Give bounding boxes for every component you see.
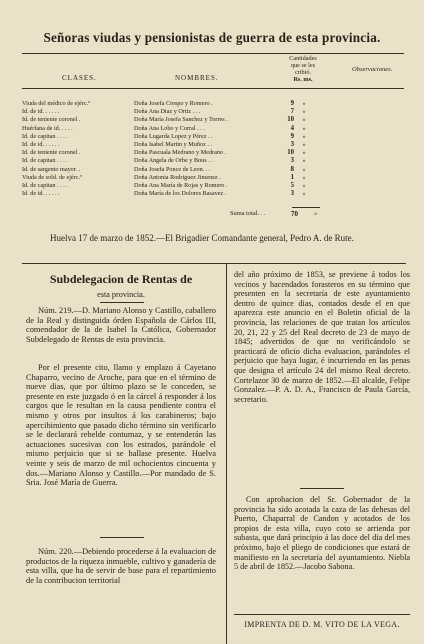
row-ms: »	[302, 132, 306, 140]
row-ms: »	[302, 116, 306, 124]
row-nombre: Doña Isabel Martin y Muñoz . .	[134, 141, 213, 149]
row-nombre: Doña María Josefa Sanchez y Torres .	[134, 116, 228, 124]
row-ms: »	[302, 124, 306, 132]
notice-220: Núm. 220.—Debiendo procederse á la evaluacion de productos de la riqueza inmueble, cultivo y ganadería de esta villa, que ha de servir de base para el repartimiento de la contribucion territorial	[26, 547, 216, 585]
row-nombre: Doña Antonia Rodriguez Jimenez .	[134, 173, 221, 181]
row-rs: 3	[290, 190, 294, 198]
cantidades-header-line1: Cantidades	[289, 55, 317, 62]
sum-rule	[292, 207, 320, 208]
table-row	[22, 149, 314, 157]
table-row	[22, 174, 314, 182]
cantidades-header	[268, 55, 338, 83]
cantidades-header-line4: Rs. ms.	[293, 76, 313, 83]
row-nombre: Doña Ana Lobo y Corral . . .	[134, 124, 205, 132]
table-row	[22, 116, 314, 124]
row-rs: 10	[287, 149, 294, 157]
section-divider	[22, 263, 406, 264]
header-rule-bottom	[22, 88, 404, 89]
row-nombre: Doña Angela de Orbe y Bous . .	[134, 157, 213, 165]
row-clase: Viuda de sold. de ejérc.º	[22, 173, 82, 181]
row-nombre: Doña María de los Dolores Basavez .	[134, 190, 227, 198]
row-clase: Id. de sargento mayor. .	[22, 165, 81, 173]
table-row	[22, 141, 314, 149]
table-row	[22, 100, 314, 108]
total-ms: »	[314, 210, 318, 217]
nombres-header: NOMBRES.	[175, 74, 219, 82]
row-ms: »	[302, 182, 306, 190]
row-rs: 3	[290, 157, 294, 165]
row-clase: Huérfana de id. . . . .	[22, 124, 73, 132]
table-row	[22, 182, 314, 190]
row-clase: Id. de capitan . . . .	[22, 157, 68, 165]
row-rs: 10	[287, 116, 294, 124]
row-clase: Viuda del médico de ejérc.º	[22, 100, 91, 107]
niebla-notice: Con aprobacion del Sr. Gobernador de la provincia ha sido acotada la caza de las dehesas del Puerto, Chaparral de Candon y acotados de los propios de esta villa, cuyo coto se arrienda por subasta, que dará principio á las doce del dia del mes próximo, bajo el pliego de condiciones que estará de manifiesto en la secretaría del ayuntamiento. Niebla 5 de abril de 1852.—Jacobo Sabona.	[234, 495, 410, 572]
imprenta-rule	[234, 614, 410, 615]
row-clase: Id. de id. . . . . .	[22, 141, 60, 149]
row-rs: 5	[290, 182, 294, 190]
notice-219-body: Por el presente cito, llamo y emplazo á Cayetano Chaparro, vecino de Aroche, para que en el término de nueve dias, que por último plazo se le conceden, se presente en este juzgado ó en la cárcel á responder á los cargos que le resultan en la causa pendiente contra el mismo y otros por insultos á los carabineros; bajo apercibimiento que pasado dicho término sin verificarlo se le declarará rebelde contumaz, y se entenderán las actuaciones sucesivas con los estrados, parándole el mismo perjuicio que si se hallase presente. Huelva veinte y seis de marzo de mil ochocientos cincuenta y dos.—Mariano Alonso y Castillo.—Por mandado de S. Sria. José María de Guerra.	[26, 363, 216, 488]
right-separator	[300, 488, 344, 489]
table-row	[22, 157, 314, 165]
observaciones-header: Observaciones.	[352, 66, 393, 73]
row-nombre: Doña Lugarda Lopez y Pérez . .	[134, 132, 213, 140]
column-divider	[226, 264, 227, 644]
table-row	[22, 166, 314, 174]
section-subheading: esta provincia.	[97, 290, 145, 299]
row-ms: »	[302, 149, 306, 157]
total-label: Suma total. . .	[230, 210, 266, 217]
section-heading: Subdelegacion de Rentas de	[49, 272, 193, 286]
table-row	[22, 108, 314, 116]
row-clase: Id. de capitan . . . .	[22, 182, 68, 190]
total-rs: 70	[291, 210, 298, 218]
pension-table	[22, 100, 314, 198]
row-ms: »	[302, 173, 306, 181]
row-clase: Id. de id. . . . . .	[22, 108, 60, 116]
row-ms: »	[302, 157, 306, 165]
row-rs: 1	[290, 173, 294, 181]
row-rs: 3	[290, 141, 294, 149]
notice-219-header: Núm. 219.—D. Mariano Alonso y Castillo, caballero de la Real y distinguida órden Española de Cárlos III, comendador de la de Isabel la Católica, Gobernador Subdelegado de Rentas de esta provincia.	[26, 306, 216, 344]
signature-line: Huelva 17 de marzo de 1852.—El Brigadier Comandante general, Pedro A. de Rute.	[50, 233, 354, 243]
table-row	[22, 133, 314, 141]
printer-imprint: IMPRENTA DE D. M. VITO DE LA VEGA.	[244, 620, 400, 629]
row-rs: 9	[290, 100, 294, 107]
row-clase: Id. de teniente coronel .	[22, 149, 81, 157]
row-nombre: Doña Ana María de Rojas y Romero .	[134, 182, 228, 190]
table-row	[22, 125, 314, 133]
cantidades-header-line3: cribió.	[295, 69, 311, 76]
row-ms: »	[302, 141, 306, 149]
row-ms: »	[302, 108, 306, 116]
row-nombre: Doña Josefa Crespo y Romero .	[134, 100, 213, 107]
row-ms: »	[302, 190, 306, 198]
row-ms: »	[302, 100, 306, 107]
row-rs: 8	[290, 165, 294, 173]
clases-header: CLASES.	[62, 74, 97, 82]
row-clase: Id. de id. . . . . .	[22, 190, 60, 198]
row-clase: Id. de capitan . . . .	[22, 132, 68, 140]
row-clase: Id. de teniente coronel .	[22, 116, 81, 124]
row-ms: »	[302, 165, 306, 173]
row-rs: 4	[290, 124, 294, 132]
heading-rule	[100, 302, 144, 303]
notice-separator	[100, 537, 144, 538]
header-rule-top	[22, 53, 404, 54]
notice-220-continued: del año próximo de 1853, se previene á todos los vecinos y hacendados forasteros en su término que presenten en la secretaría de este ayuntamiento dentro de quince dias, contados desde el en que aparezca este anuncio en el Boletin oficial de la provincia, las relaciones de que tratan los artículos 20, 21, 22 y 25 del Real decreto de 23 de mayo de 1845; advertidos de que no verificándolo se practicará de oficio dicha evaluacion, parándoles el perjuicio que haya lugar, é incurriendo en las penas que designa el artículo 24 del mismo Real decreto. Cortelazor 30 de marzo de 1852.—El alcalde, Felipe Gonzalez.—P. A. D. A., Francisco de Paula García, secretario.	[234, 270, 410, 404]
table-row	[22, 190, 314, 198]
cantidades-header-line2: que se les	[290, 62, 316, 69]
page-title: Señoras viudas y pensionistas de guerra de esta provincia.	[43, 30, 381, 45]
row-nombre: Doña Pascuala Medrano y Medrano .	[134, 149, 227, 157]
row-nombre: Doña Ana Diaz y Ortiz . . .	[134, 108, 201, 116]
row-rs: 7	[290, 108, 294, 116]
row-nombre: Doña Josefa Ponce de Leon. . .	[134, 165, 211, 173]
row-rs: 9	[290, 132, 294, 140]
